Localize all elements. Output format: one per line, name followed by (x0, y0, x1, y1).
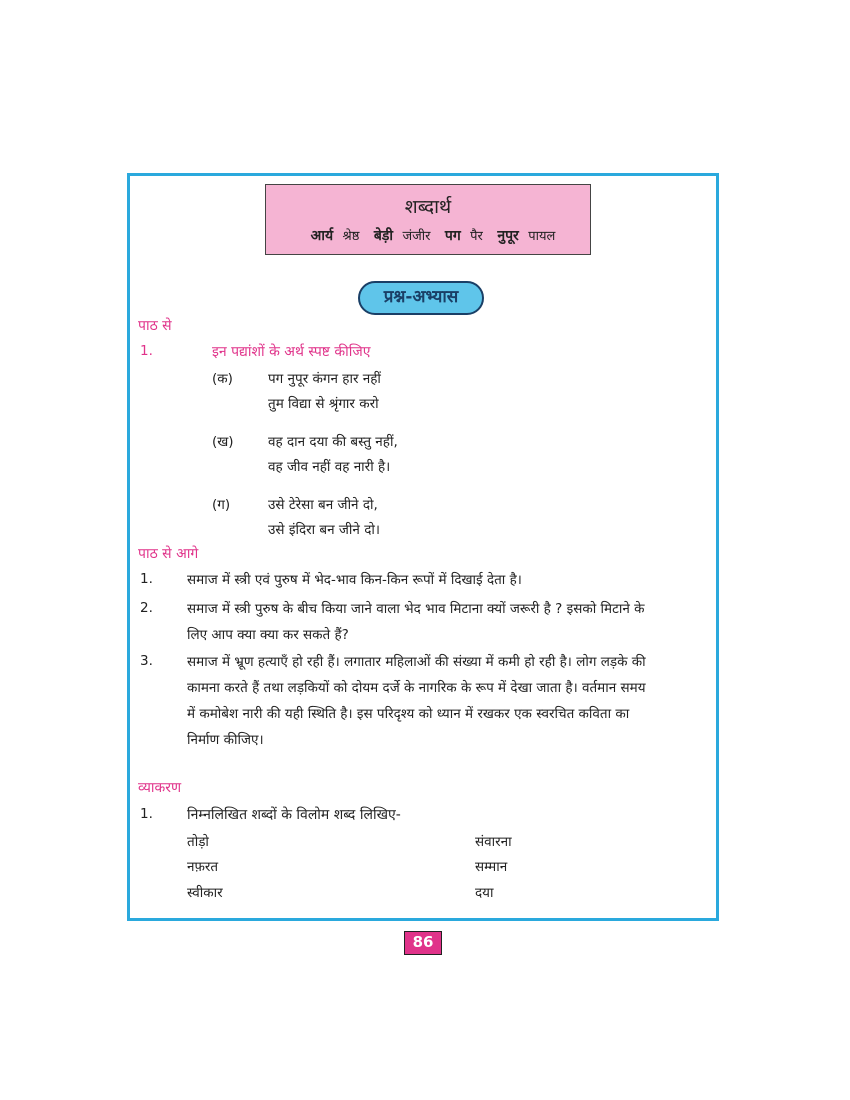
glossary-box (265, 184, 591, 255)
glossary-meaning: पैर (470, 229, 483, 244)
question-text: निम्नलिखित शब्दों के विलोम शब्द लिखिए- (187, 807, 401, 823)
part-label: (ग) (212, 497, 231, 513)
question-line: समाज में स्त्री एवं पुरुष में भेद-भाव किन-किन रूपों में दिखाई देता है। (187, 572, 522, 588)
section-heading-vyakaran: व्याकरण (138, 780, 182, 796)
verse-line: उसे इंदिरा बन जीने दो। (268, 522, 380, 538)
verse-line: पग नुपूर कंगन हार नहीं (268, 371, 381, 387)
question-number: 3. (140, 653, 153, 669)
section-heading-path-se-aage: पाठ से आगे (138, 546, 199, 562)
verse-line: वह दान दया की बस्तु नहीं, (268, 434, 398, 450)
verse-line: तुम विद्या से श्रृंगार करो (268, 396, 379, 412)
glossary-meaning: जंजीर (402, 229, 431, 244)
question-line: निर्माण कीजिए। (187, 732, 264, 748)
question-line: कामना करते हैं तथा लड़कियों को दोयम दर्जे के नागरिक के रूप में देखा जाता है। वर्तमान समय (187, 680, 646, 696)
question-number: 1. (140, 343, 153, 359)
glossary-title: शब्दार्थ (404, 196, 452, 218)
word-right: संवारना (475, 834, 512, 850)
verse-line: उसे टेरेसा बन जीने दो, (268, 497, 378, 513)
page-number: 86 (404, 931, 442, 955)
question-line: समाज में स्त्री पुरुष के बीच किया जाने वाला भेद भाव मिटाना क्यों जरूरी है ? इसको मिटाने के (187, 601, 645, 617)
word-left: नफ़रत (187, 859, 219, 875)
question-number: 2. (140, 600, 153, 616)
glossary-meaning: श्रेष्ठ (342, 229, 360, 244)
section-heading-path-se: पाठ से (138, 318, 172, 334)
glossary-meaning: पायल (528, 229, 556, 244)
question-number: 1. (140, 806, 153, 822)
glossary-word: बेड़ी (373, 228, 393, 244)
question-line: लिए आप क्या क्या कर सकते हैं? (187, 627, 349, 643)
glossary-line (266, 226, 590, 245)
word-right: सम्मान (475, 859, 508, 875)
word-left: स्वीकार (187, 885, 223, 901)
question-line: समाज में भ्रूण हत्याएँ हो रही हैं। लगातार महिलाओं की संख्या में कमी हो रही है। लोग लड़के की (187, 654, 646, 670)
exercise-badge: प्रश्न-अभ्यास (358, 281, 484, 315)
question-text: इन पद्यांशों के अर्थ स्पष्ट कीजिए (212, 344, 371, 360)
question-number: 1. (140, 571, 153, 587)
question-line: में कमोबेश नारी की यही स्थिति है। इस परिदृश्य को ध्यान में रखकर एक स्वरचित कविता का (187, 706, 630, 722)
glossary-word: आर्य (310, 228, 334, 244)
glossary-word: पग (444, 228, 461, 244)
part-label: (ख) (212, 434, 234, 450)
part-label: (क) (212, 371, 233, 387)
verse-line: वह जीव नहीं वह नारी है। (268, 459, 391, 475)
word-right: दया (475, 885, 494, 901)
glossary-word: नुपूर (497, 228, 519, 244)
word-left: तोड़ो (187, 834, 209, 850)
